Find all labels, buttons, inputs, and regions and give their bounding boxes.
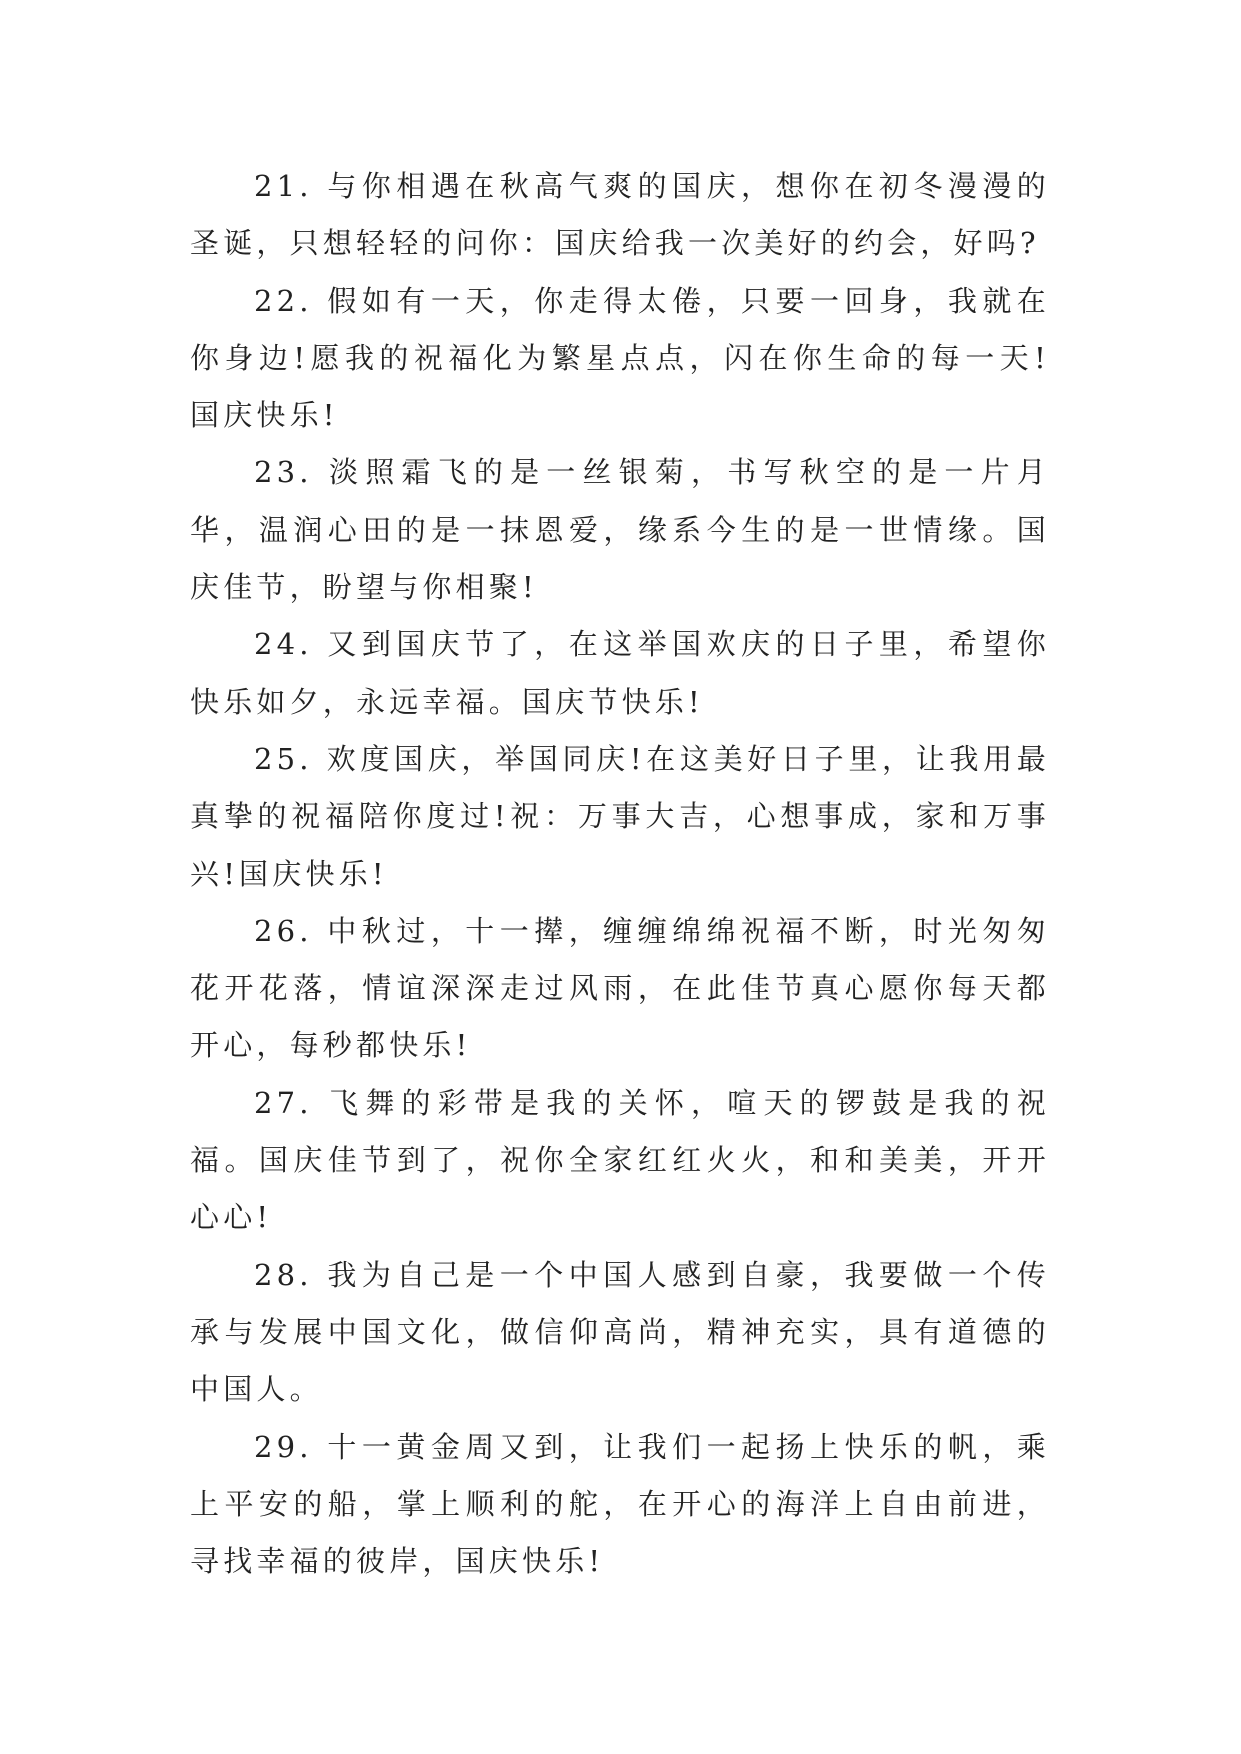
paragraph-23: 23. 淡照霜飞的是一丝银菊，书写秋空的是一片月华，温润心田的是一抹恩爱，缘系今生的是一世情缘。国庆佳节，盼望与你相聚! (190, 455, 1050, 605)
document-body (190, 158, 1050, 1590)
paragraph-26: 26. 中秋过，十一撵，缠缠绵绵祝福不断，时光匆匆花开花落，情谊深深走过风雨，在此佳节真心愿你每天都开心，每秒都快乐! (190, 913, 1050, 1063)
paragraph-25: 25. 欢度国庆，举国同庆!在这美好日子里，让我用最真挚的祝福陪你度过!祝：万事大吉，心想事成，家和万事兴!国庆快乐! (190, 741, 1050, 891)
paragraph-27: 27. 飞舞的彩带是我的关怀，喧天的锣鼓是我的祝福。国庆佳节到了，祝你全家红红火火，和和美美，开开心心! (190, 1085, 1050, 1235)
paragraph-28: 28. 我为自己是一个中国人感到自豪，我要做一个传承与发展中国文化，做信仰高尚，精神充实，具有道德的中国人。 (190, 1257, 1050, 1407)
paragraph-21: 21. 与你相遇在秋高气爽的国庆，想你在初冬漫漫的圣诞，只想轻轻的问你：国庆给我一次美好的约会，好吗? (190, 169, 1050, 261)
paragraph-24: 24. 又到国庆节了，在这举国欢庆的日子里，希望你快乐如夕，永远幸福。国庆节快乐! (190, 627, 1050, 719)
paragraph-29: 29. 十一黄金周又到，让我们一起扬上快乐的帆，乘上平安的船，掌上顺利的舵，在开心的海洋上自由前进，寻找幸福的彼岸，国庆快乐! (190, 1429, 1050, 1579)
paragraph-22: 22. 假如有一天，你走得太倦，只要一回身，我就在你身边!愿我的祝福化为繁星点点，闪在你生命的每一天!国庆快乐! (190, 283, 1050, 433)
